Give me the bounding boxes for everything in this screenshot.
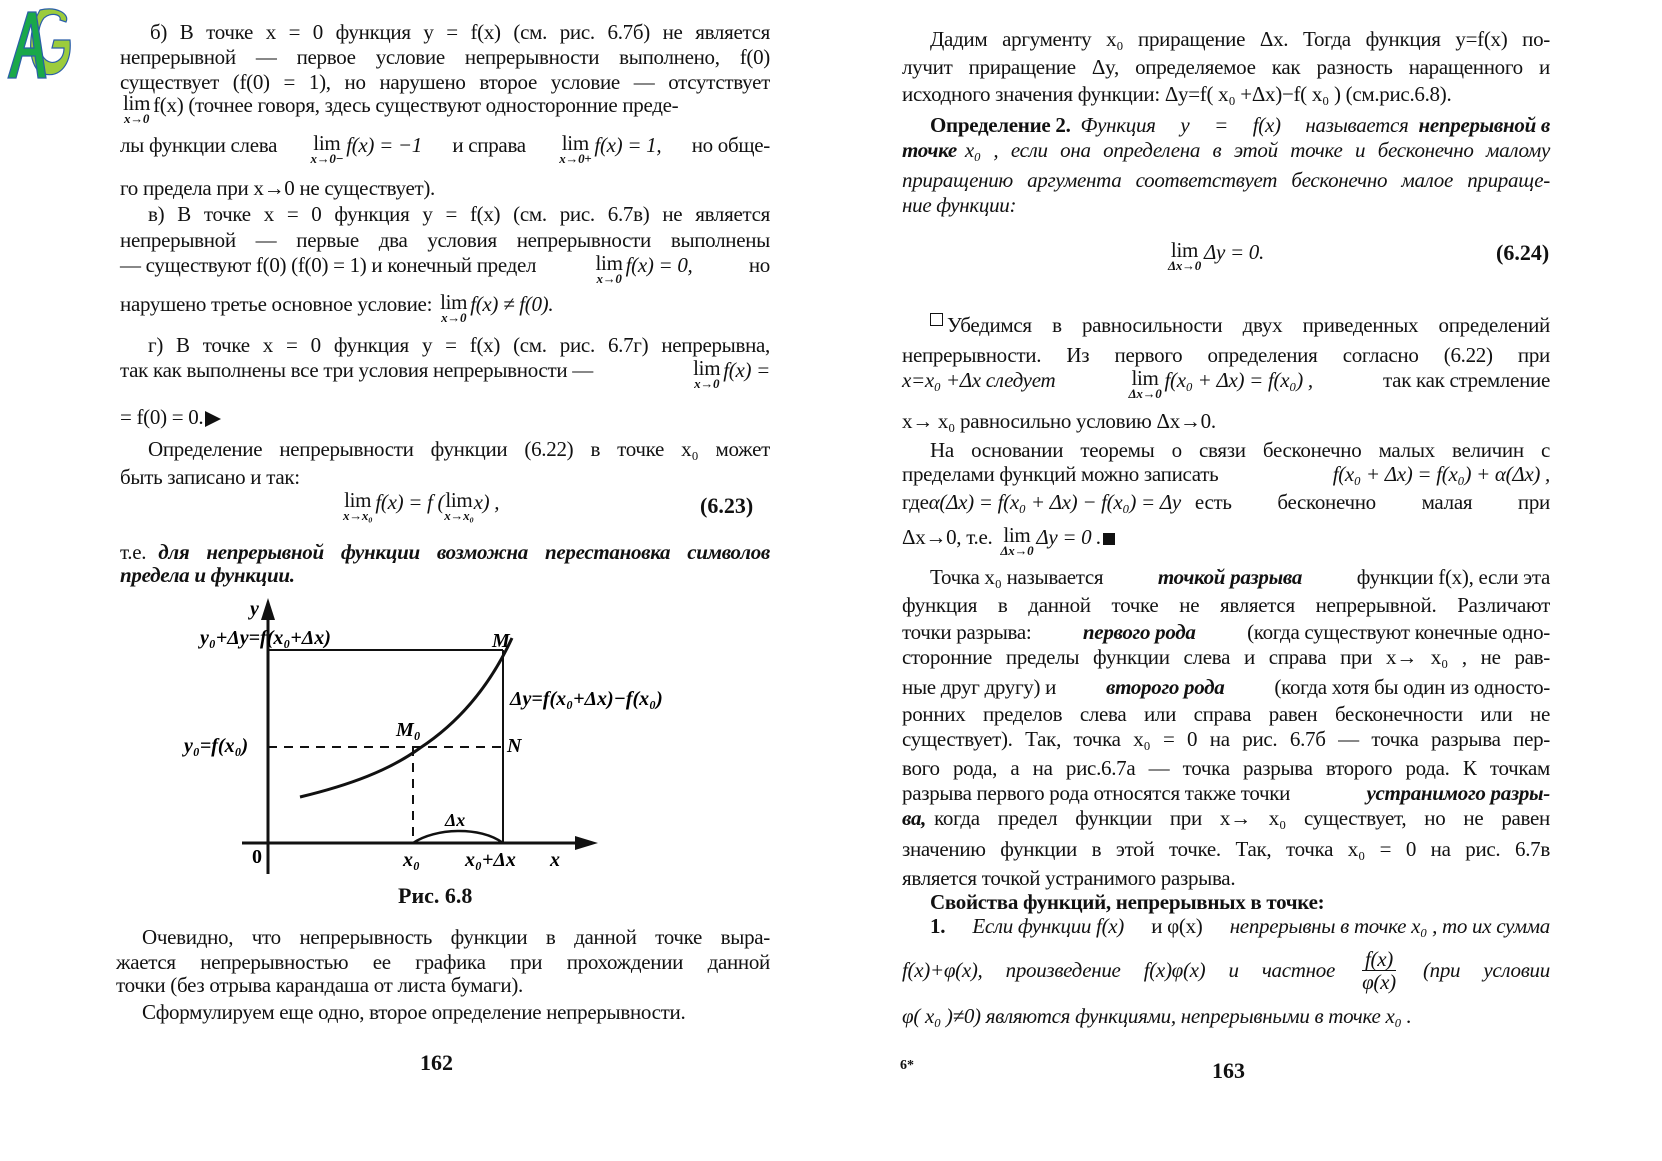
equation-number: (6.24) [1496, 240, 1550, 265]
property-1: 1. Если функции f(x) и φ(x) непрерывны в точке x₀ , то их сумма [930, 914, 1550, 938]
text-line: Убедимся в равносильности двух приведенных определений [930, 313, 1550, 337]
origin-label: 0 [252, 846, 262, 868]
section-heading: Свойства функций, непрерывных в точке: [930, 890, 1325, 914]
equation-6-23: lim x→x₀ f(x) = f ( lim x→x₀ x) , [343, 488, 500, 523]
text-line: существует). Так, точка x₀ = 0 на рис. 6.7б — точка разрыва пер- [902, 727, 1550, 751]
text-line: На основании теоремы о связи бесконечно малых величин с [930, 438, 1550, 462]
right-page [830, 0, 1662, 1161]
x0-dx-label: x₀+Δx [465, 849, 516, 871]
proof-end-icon [1103, 533, 1115, 545]
text-line: жается непрерывностью ее графика при прохождении данной [116, 950, 770, 974]
text-line: непрерывной — первое условие непрерывности выполнено, f(0) [120, 45, 770, 69]
text-line: φ( x₀ )≠0) являются функциями, непрерывными в точке x₀ . [902, 1004, 1412, 1028]
text-line: где α(Δx) = f(x₀ + Δx) − f(x₀) = Δy есть бесконечно малая при [902, 490, 1550, 514]
text-line: точки (без отрыва карандаша от листа бумаги). [116, 973, 523, 997]
text-line: пределами функций можно записать f(x₀ + Δx) = f(x₀) + α(Δx) , [902, 462, 1550, 486]
text-line: нарушено третье основное условие: lim x→0 f(x) ≠ f(0). [120, 290, 554, 325]
left-page [0, 0, 830, 1161]
text-line: x=x₀ +Δx следует lim Δx→0 f(x₀ + Δx) = f(x₀) , так как стремление [902, 366, 1550, 401]
text-line: разрыва первого рода относятся также точки устранимого разры- [902, 781, 1550, 805]
text-line: x→ x₀ равносильно условию Δx→0. [902, 409, 1216, 433]
text-line: = f(0) = 0. [120, 405, 221, 429]
equation-6-24: lim Δx→0 Δy = 0. [1168, 238, 1264, 273]
page-number: 163 [1212, 1058, 1245, 1083]
text-line: сторонние пределы функции слева и справа при x→ x₀ , не рав- [902, 645, 1550, 669]
text-line: ные друг другу) и второго рода (когда хотя бы один из односто- [902, 675, 1550, 699]
proof-start-icon [930, 313, 943, 326]
text-line: Сформулируем еще одно, второе определение непрерывности. [142, 1000, 686, 1024]
text-line: Дадим аргументу x₀ приращение Δx. Тогда функция y=f(x) по- [930, 27, 1550, 51]
delta-x-label: Δx [445, 810, 466, 830]
text-line: так как выполнены все три условия непрерывности — lim x→0 f(x) = [120, 356, 770, 391]
y-axis-label: y [250, 598, 259, 620]
text-line: приращению аргумента соответствует бесконечно малое прираще- [902, 168, 1550, 192]
text-line: Определение непрерывности функции (6.22) в точке x₀ может [148, 437, 770, 461]
text-line: значению функции в этой точке. Так, точка x₀ = 0 на рис. 6.7в [902, 837, 1550, 861]
x-axis-label: x [550, 849, 560, 871]
text-line: Очевидно, что непрерывность функции в данной точке выра- [142, 925, 770, 949]
y0-label: y₀=f(x₀) [184, 735, 249, 757]
fraction: $\frac{f(x)}{\varphi(x)}$ [1362, 946, 1396, 994]
text-line: ронних пределов слева или справа равен бесконечности или не [902, 702, 1550, 726]
text-line: ние функции: [902, 193, 1017, 217]
text-line: Точка x₀ называется точкой разрыва функции f(x), если эта [930, 565, 1550, 589]
point-m-label: M [492, 630, 510, 652]
text-line: лы функции слева lim x→0− f(x) = −1 и справа lim x→0+ f(x) = 1, но обще- [120, 131, 770, 166]
point-n-label: N [507, 735, 522, 757]
text-line: — существуют f(0) (f(0) = 1) и конечный предел lim x→0 f(x) = 0, но [120, 251, 770, 286]
text-line: быть записано и так: [120, 465, 300, 489]
figure-6-8 [170, 590, 710, 880]
text-line: lim x→0 f(x) (точнее говоря, здесь существуют односторонние преде- [123, 91, 679, 126]
text-line: исходного значения функции: Δy=f( x₀ +Δx)−f( x₀ ) (см.рис.6.8). [902, 82, 1452, 106]
text-line: лучит приращение Δy, определяемое как разность наращенного и [902, 55, 1550, 79]
text-line: существует (f(0) = 1), но нарушено второе условие — отсутствует [120, 70, 770, 94]
text-line: точки разрыва: первого рода (когда существуют конечные одно- [902, 620, 1550, 644]
text-line: f(x)+φ(x), произведение f(x)φ(x) и частное $\frac{f(x)}{\varphi(x)}$ (при условии [902, 946, 1550, 994]
signature-mark: 6* [900, 1058, 914, 1073]
text-line: г) В точке x = 0 функция y = f(x) (см. рис. 6.7г) непрерывна, [148, 333, 770, 357]
text-line: вого рода, а на рис.6.7а — точка разрыва второго рода. К точкам [902, 756, 1550, 780]
delta-y-label: Δy=f(x₀+Δx)−f(x₀) [510, 688, 663, 710]
text-line: является точкой устранимого разрыва. [902, 866, 1236, 890]
x0-label: x₀ [403, 849, 420, 871]
equation-number: (6.23) [700, 493, 754, 518]
text-line: непрерывной — первые два условия непрерывности выполнены [120, 228, 770, 252]
text-line: Δx→0, т.е. lim Δx→0 Δy = 0 . [902, 525, 1115, 557]
y0-dy-label: y₀+Δy=f(x₀+Δx) [200, 627, 331, 649]
text-line: ва, когда предел функции при x→ x₀ существует, но не равен [902, 806, 1550, 830]
text-line: предела и функции. [120, 563, 295, 587]
text-line: в) В точке x = 0 функция y = f(x) (см. рис. 6.7в) не является [148, 202, 770, 226]
text-line: б) В точке x = 0 функция y = f(x) (см. рис. 6.7б) не является [150, 20, 770, 44]
end-of-example-icon [205, 411, 221, 427]
text-line: функция в данной точке не является непрерывной. Различают [902, 593, 1550, 617]
figure-caption: Рис. 6.8 [398, 883, 473, 908]
point-m0-label: M₀ [396, 719, 421, 741]
text-line: точке x₀ , если она определена в этой точке и бесконечно малому [902, 138, 1550, 162]
definition-2: Определение 2. Функция y = f(x) называется непрерывной в [930, 113, 1550, 137]
text-line: непрерывности. Из первого определения согласно (6.22) при [902, 343, 1550, 367]
text-line: т.е. для непрерывной функции возможна перестановка символов [120, 540, 770, 564]
page-number: 162 [420, 1050, 453, 1075]
text-line: го предела при x→0 не существует). [120, 176, 435, 200]
limit-expr: lim x→0 [123, 91, 151, 126]
